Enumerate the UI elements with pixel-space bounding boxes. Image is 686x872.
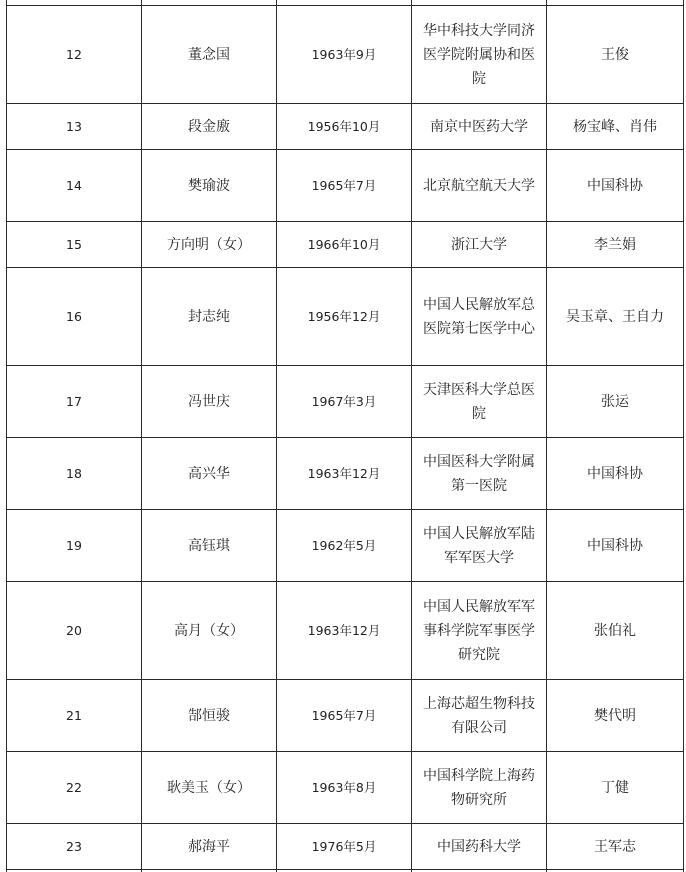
cell-number: 23 [7,824,142,870]
cell-nominator: 王军志 [547,824,684,870]
cell-number: 13 [7,104,142,150]
cell-number: 18 [7,438,142,510]
cell-number: 22 [7,752,142,824]
cell-nominator: 李兰娟 [547,222,684,268]
cell-birth-date: 1965年7月 [277,150,412,222]
table-row [7,6,684,104]
cell-birth-date: 1962年5月 [277,510,412,582]
table-row [7,510,684,582]
cell-birth-date: 1965年7月 [277,680,412,752]
cell-organization: 南京中医药大学 [412,104,547,150]
cell-nominator: 中国科协 [547,438,684,510]
cell-organization: 中国药科大学 [412,824,547,870]
cell-organization: 华中科技大学同济医学院附属协和医院 [412,6,547,104]
cell-name: 高月（女） [142,582,277,680]
cell-birth-date: 1967年3月 [277,366,412,438]
cell-name: 高钰琪 [142,510,277,582]
cell-birth-date: 1956年12月 [277,268,412,366]
cell-birth-date: 1963年8月 [277,752,412,824]
cell-nominator: 中国科协 [547,510,684,582]
cell-organization: 上海芯超生物科技有限公司 [412,680,547,752]
cell-organization: 中国人民解放军总医院第七医学中心 [412,268,547,366]
cell-organization: 中国科学院上海药物研究所 [412,752,547,824]
table-row [7,824,684,870]
cell-birth-date: 1956年10月 [277,104,412,150]
cell-organization: 中国人民解放军陆军军医大学 [412,510,547,582]
cell-nominator: 杨宝峰、肖伟 [547,104,684,150]
cell-name: 郜恒骏 [142,680,277,752]
table-row [7,150,684,222]
cell-nominator: 中国科协 [547,150,684,222]
cell-nominator: 樊代明 [547,680,684,752]
table-row [7,680,684,752]
cell-organization: 中国人民解放军军事科学院军事医学研究院 [412,582,547,680]
cell-number: 20 [7,582,142,680]
candidate-table-container [6,0,684,872]
cell-nominator: 丁健 [547,752,684,824]
cell-organization: 中国医科大学附属第一医院 [412,438,547,510]
table-row [7,752,684,824]
cell-number: 12 [7,6,142,104]
cell-name: 高兴华 [142,438,277,510]
table-row [7,366,684,438]
cell-nominator: 张运 [547,366,684,438]
cell-number: 17 [7,366,142,438]
cell-birth-date: 1966年10月 [277,222,412,268]
cell-birth-date: 1963年12月 [277,582,412,680]
cell-name: 耿美玉（女） [142,752,277,824]
table-row [7,438,684,510]
cell-number: 21 [7,680,142,752]
cell-organization: 北京航空航天大学 [412,150,547,222]
cell-birth-date: 1963年9月 [277,6,412,104]
cell-name: 封志纯 [142,268,277,366]
cell-number: 16 [7,268,142,366]
cell-name: 冯世庆 [142,366,277,438]
candidate-table [6,0,684,872]
table-row [7,268,684,366]
table-row [7,582,684,680]
table-row [7,104,684,150]
cell-birth-date: 1963年12月 [277,438,412,510]
cell-nominator: 王俊 [547,6,684,104]
cell-organization: 浙江大学 [412,222,547,268]
cell-birth-date: 1976年5月 [277,824,412,870]
table-row [7,222,684,268]
cell-organization: 天津医科大学总医院 [412,366,547,438]
cell-name: 方向明（女） [142,222,277,268]
cell-name: 段金廒 [142,104,277,150]
cell-number: 15 [7,222,142,268]
cell-number: 19 [7,510,142,582]
cell-name: 董念国 [142,6,277,104]
cell-nominator: 张伯礼 [547,582,684,680]
cell-name: 樊瑜波 [142,150,277,222]
cell-number: 14 [7,150,142,222]
cell-name: 郝海平 [142,824,277,870]
cell-nominator: 吴玉章、王自力 [547,268,684,366]
